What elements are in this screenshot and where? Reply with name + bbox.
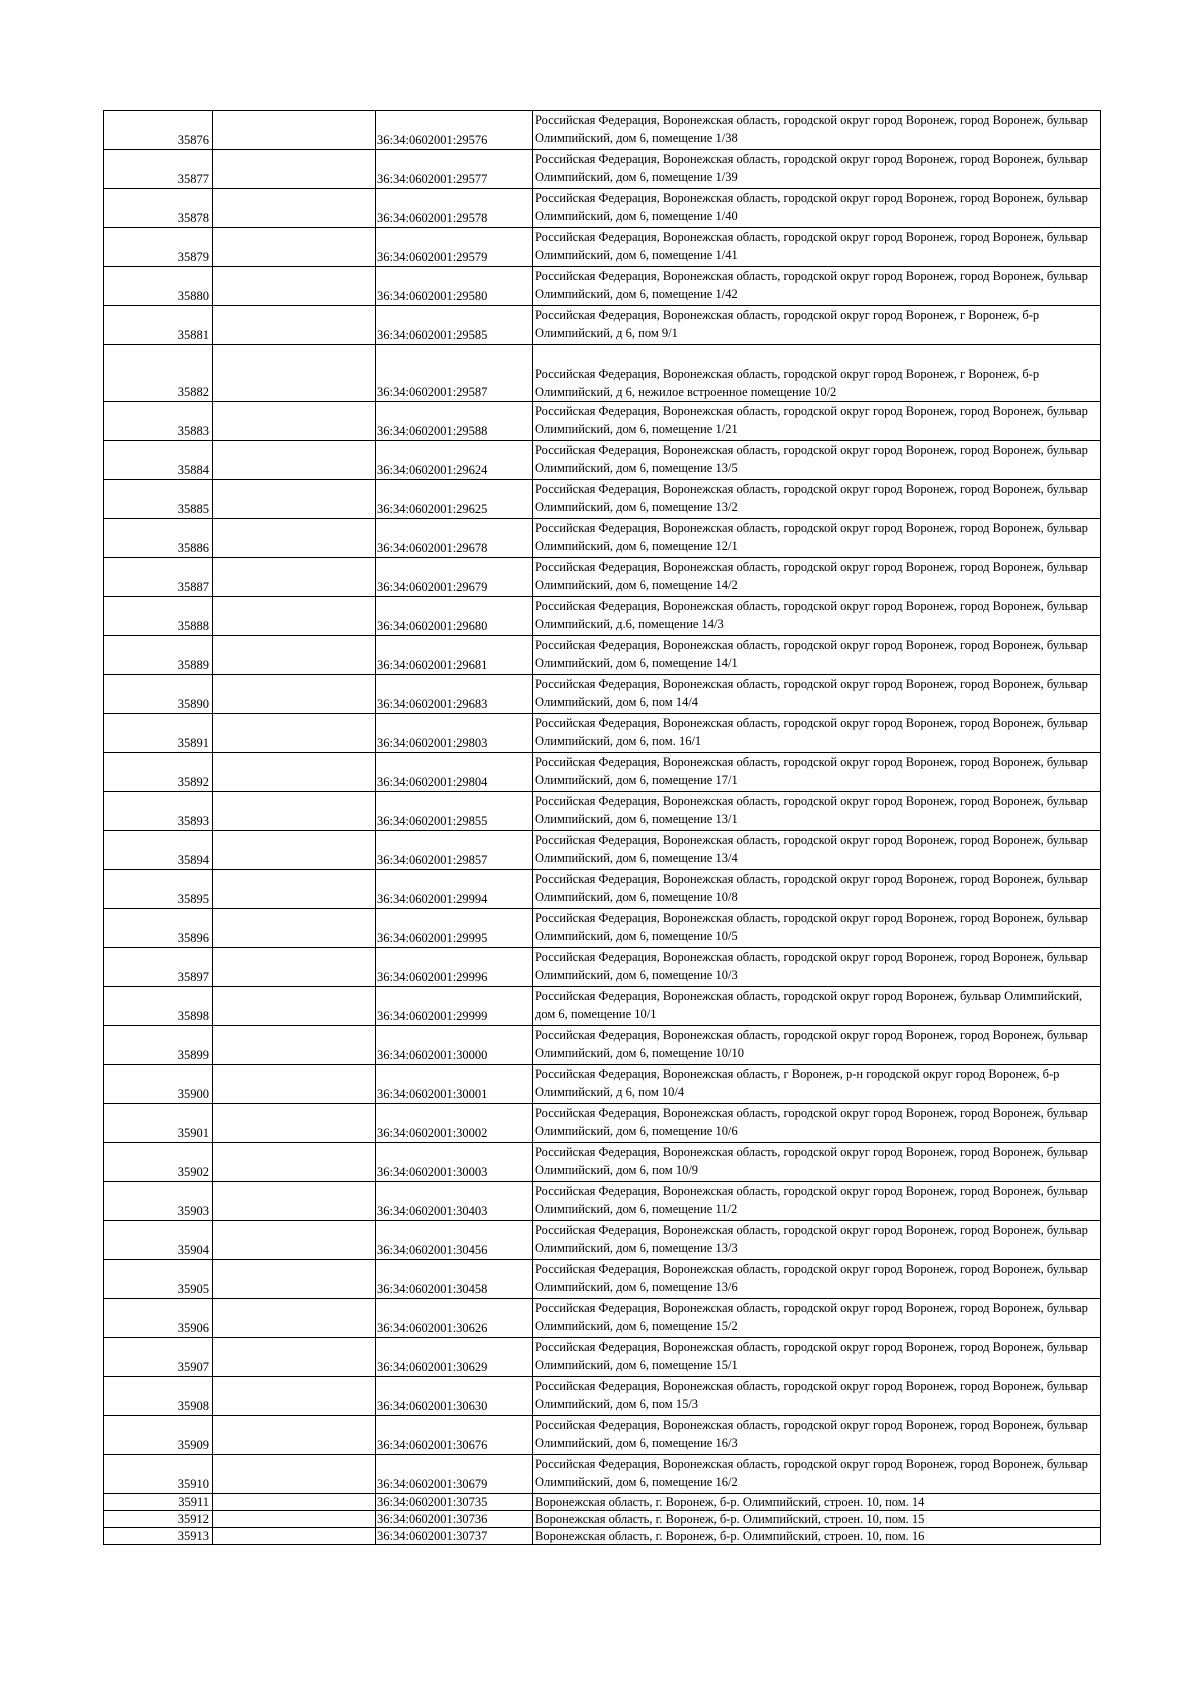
row-number-cell: 35877 bbox=[104, 150, 213, 189]
address-cell: Российская Федерация, Воронежская область, городской округ город Воронеж, г Воронеж, б-р Олимпийский, д 6, пом 9/1 bbox=[533, 306, 1101, 345]
row-number-cell: 35893 bbox=[104, 792, 213, 831]
row-number-cell: 35913 bbox=[104, 1528, 213, 1545]
table-row bbox=[104, 402, 1101, 441]
empty-cell bbox=[213, 306, 376, 345]
table-row bbox=[104, 228, 1101, 267]
row-number-cell: 35905 bbox=[104, 1260, 213, 1299]
cadastral-number-cell: 36:34:0602001:30002 bbox=[376, 1104, 533, 1143]
row-number-cell: 35879 bbox=[104, 228, 213, 267]
row-number-cell: 35884 bbox=[104, 441, 213, 480]
empty-cell bbox=[213, 870, 376, 909]
table-row bbox=[104, 1377, 1101, 1416]
cadastral-number-cell: 36:34:0602001:29855 bbox=[376, 792, 533, 831]
row-number-cell: 35888 bbox=[104, 597, 213, 636]
table-row bbox=[104, 909, 1101, 948]
row-number-cell: 35876 bbox=[104, 111, 213, 150]
empty-cell bbox=[213, 267, 376, 306]
table-row bbox=[104, 267, 1101, 306]
cadastral-number-cell: 36:34:0602001:29576 bbox=[376, 111, 533, 150]
cadastral-number-cell: 36:34:0602001:30001 bbox=[376, 1065, 533, 1104]
table-row bbox=[104, 1026, 1101, 1065]
address-cell: Воронежская область, г. Воронеж, б-р. Олимпийский, строен. 10, пом. 16 bbox=[533, 1528, 1101, 1545]
table-row bbox=[104, 480, 1101, 519]
row-number-cell: 35886 bbox=[104, 519, 213, 558]
row-number-cell: 35909 bbox=[104, 1416, 213, 1455]
empty-cell bbox=[213, 480, 376, 519]
address-cell: Российская Федерация, Воронежская область, городской округ город Воронеж, город Воронеж, бульвар Олимпийский, дом 6, помещение 15/1 bbox=[533, 1338, 1101, 1377]
row-number-cell: 35903 bbox=[104, 1182, 213, 1221]
cadastral-number-cell: 36:34:0602001:29588 bbox=[376, 402, 533, 441]
table-row bbox=[104, 1455, 1101, 1494]
address-cell: Российская Федерация, Воронежская область, городской округ город Воронеж, бульвар Олимпийский, дом 6, помещение 10/1 bbox=[533, 987, 1101, 1026]
address-cell: Российская Федерация, Воронежская область, городской округ город Воронеж, город Воронеж, бульвар Олимпийский, д.6, помещение 14/3 bbox=[533, 597, 1101, 636]
table-row bbox=[104, 1104, 1101, 1143]
address-cell: Российская Федерация, Воронежская область, городской округ город Воронеж, город Воронеж, бульвар Олимпийский, дом 6, помещение 1/39 bbox=[533, 150, 1101, 189]
table-row bbox=[104, 345, 1101, 402]
row-number-cell: 35889 bbox=[104, 636, 213, 675]
address-cell: Российская Федерация, Воронежская область, городской округ город Воронеж, город Воронеж, бульвар Олимпийский, дом 6, помещение 16/3 bbox=[533, 1416, 1101, 1455]
row-number-cell: 35899 bbox=[104, 1026, 213, 1065]
cadastral-number-cell: 36:34:0602001:29577 bbox=[376, 150, 533, 189]
cadastral-number-cell: 36:34:0602001:30000 bbox=[376, 1026, 533, 1065]
address-cell: Российская Федерация, Воронежская область, городской округ город Воронеж, город Воронеж, бульвар Олимпийский, дом 6, помещение 13/6 bbox=[533, 1260, 1101, 1299]
table-row bbox=[104, 558, 1101, 597]
address-cell: Российская Федерация, Воронежская область, городской округ город Воронеж, город Воронеж, бульвар Олимпийский, дом 6, помещение 1/42 bbox=[533, 267, 1101, 306]
table-row bbox=[104, 150, 1101, 189]
cadastral-number-cell: 36:34:0602001:29579 bbox=[376, 228, 533, 267]
table-row bbox=[104, 1511, 1101, 1528]
empty-cell bbox=[213, 111, 376, 150]
empty-cell bbox=[213, 150, 376, 189]
cadastral-number-cell: 36:34:0602001:29683 bbox=[376, 675, 533, 714]
cadastral-number-cell: 36:34:0602001:29587 bbox=[376, 345, 533, 402]
address-cell: Российская Федерация, Воронежская область, городской округ город Воронеж, город Воронеж, бульвар Олимпийский, дом 6, помещение 13/1 bbox=[533, 792, 1101, 831]
table-row bbox=[104, 870, 1101, 909]
cadastral-number-cell: 36:34:0602001:30676 bbox=[376, 1416, 533, 1455]
cadastral-number-cell: 36:34:0602001:29803 bbox=[376, 714, 533, 753]
address-cell: Российская Федерация, Воронежская область, городской округ город Воронеж, город Воронеж, бульвар Олимпийский, дом 6, помещение 10/8 bbox=[533, 870, 1101, 909]
empty-cell bbox=[213, 987, 376, 1026]
table-row bbox=[104, 714, 1101, 753]
address-cell: Российская Федерация, Воронежская область, городской округ город Воронеж, город Воронеж, бульвар Олимпийский, дом 6, пом 15/3 bbox=[533, 1377, 1101, 1416]
cadastral-number-cell: 36:34:0602001:29585 bbox=[376, 306, 533, 345]
empty-cell bbox=[213, 636, 376, 675]
row-number-cell: 35900 bbox=[104, 1065, 213, 1104]
address-cell: Российская Федерация, Воронежская область, городской округ город Воронеж, город Воронеж, бульвар Олимпийский, дом 6, помещение 13/5 bbox=[533, 441, 1101, 480]
row-number-cell: 35907 bbox=[104, 1338, 213, 1377]
table-row bbox=[104, 1065, 1101, 1104]
table-row bbox=[104, 1143, 1101, 1182]
row-number-cell: 35892 bbox=[104, 753, 213, 792]
row-number-cell: 35883 bbox=[104, 402, 213, 441]
table-row bbox=[104, 1416, 1101, 1455]
address-cell: Российская Федерация, Воронежская область, городской округ город Воронеж, город Воронеж, бульвар Олимпийский, дом 6, помещение 12/1 bbox=[533, 519, 1101, 558]
empty-cell bbox=[213, 1026, 376, 1065]
row-number-cell: 35911 bbox=[104, 1494, 213, 1511]
empty-cell bbox=[213, 909, 376, 948]
row-number-cell: 35890 bbox=[104, 675, 213, 714]
cadastral-number-cell: 36:34:0602001:29996 bbox=[376, 948, 533, 987]
table-row bbox=[104, 1182, 1101, 1221]
empty-cell bbox=[213, 1182, 376, 1221]
empty-cell bbox=[213, 1377, 376, 1416]
cadastral-number-cell: 36:34:0602001:30629 bbox=[376, 1338, 533, 1377]
cadastral-number-cell: 36:34:0602001:30403 bbox=[376, 1182, 533, 1221]
row-number-cell: 35881 bbox=[104, 306, 213, 345]
table-row bbox=[104, 597, 1101, 636]
cadastral-number-cell: 36:34:0602001:29680 bbox=[376, 597, 533, 636]
cadastral-number-cell: 36:34:0602001:29625 bbox=[376, 480, 533, 519]
row-number-cell: 35908 bbox=[104, 1377, 213, 1416]
row-number-cell: 35882 bbox=[104, 345, 213, 402]
row-number-cell: 35902 bbox=[104, 1143, 213, 1182]
table-row bbox=[104, 831, 1101, 870]
cadastral-number-cell: 36:34:0602001:29804 bbox=[376, 753, 533, 792]
address-cell: Российская Федерация, Воронежская область, городской округ город Воронеж, город Воронеж, бульвар Олимпийский, дом 6, помещение 1/40 bbox=[533, 189, 1101, 228]
empty-cell bbox=[213, 831, 376, 870]
empty-cell bbox=[213, 1494, 376, 1511]
address-cell: Российская Федерация, Воронежская область, городской округ город Воронеж, город Воронеж, бульвар Олимпийский, дом 6, помещение 17/1 bbox=[533, 753, 1101, 792]
table-row bbox=[104, 306, 1101, 345]
address-cell: Российская Федерация, Воронежская область, городской округ город Воронеж, город Воронеж, бульвар Олимпийский, дом 6, пом 14/4 bbox=[533, 675, 1101, 714]
empty-cell bbox=[213, 441, 376, 480]
address-cell: Российская Федерация, Воронежская область, городской округ город Воронеж, город Воронеж, бульвар Олимпийский, дом 6, помещение 13/4 bbox=[533, 831, 1101, 870]
row-number-cell: 35878 bbox=[104, 189, 213, 228]
address-cell: Российская Федерация, Воронежская область, городской округ город Воронеж, город Воронеж, бульвар Олимпийский, дом 6, помещение 10/3 bbox=[533, 948, 1101, 987]
address-cell: Российская Федерация, Воронежская область, городской округ город Воронеж, город Воронеж, бульвар Олимпийский, дом 6, помещение 10/10 bbox=[533, 1026, 1101, 1065]
empty-cell bbox=[213, 1221, 376, 1260]
empty-cell bbox=[213, 189, 376, 228]
table-row bbox=[104, 1260, 1101, 1299]
row-number-cell: 35912 bbox=[104, 1511, 213, 1528]
table-row bbox=[104, 1221, 1101, 1260]
table-row bbox=[104, 1338, 1101, 1377]
empty-cell bbox=[213, 948, 376, 987]
address-cell: Российская Федерация, Воронежская область, городской округ город Воронеж, город Воронеж, бульвар Олимпийский, дом 6, помещение 16/2 bbox=[533, 1455, 1101, 1494]
row-number-cell: 35904 bbox=[104, 1221, 213, 1260]
row-number-cell: 35891 bbox=[104, 714, 213, 753]
empty-cell bbox=[213, 1528, 376, 1545]
cadastral-number-cell: 36:34:0602001:30735 bbox=[376, 1494, 533, 1511]
table-row bbox=[104, 441, 1101, 480]
row-number-cell: 35880 bbox=[104, 267, 213, 306]
cadastral-number-cell: 36:34:0602001:30456 bbox=[376, 1221, 533, 1260]
table-row bbox=[104, 1299, 1101, 1338]
cadastral-number-cell: 36:34:0602001:30630 bbox=[376, 1377, 533, 1416]
empty-cell bbox=[213, 1416, 376, 1455]
address-cell: Российская Федерация, Воронежская область, городской округ город Воронеж, город Воронеж, бульвар Олимпийский, дом 6, помещение 1/38 bbox=[533, 111, 1101, 150]
address-cell: Российская Федерация, Воронежская область, городской округ город Воронеж, город Воронеж, бульвар Олимпийский, дом 6, помещение 10/6 bbox=[533, 1104, 1101, 1143]
row-number-cell: 35896 bbox=[104, 909, 213, 948]
table-row bbox=[104, 636, 1101, 675]
address-cell: Российская Федерация, Воронежская область, городской округ город Воронеж, город Воронеж, бульвар Олимпийский, дом 6, пом. 16/1 bbox=[533, 714, 1101, 753]
table-row bbox=[104, 948, 1101, 987]
empty-cell bbox=[213, 1338, 376, 1377]
empty-cell bbox=[213, 519, 376, 558]
row-number-cell: 35898 bbox=[104, 987, 213, 1026]
empty-cell bbox=[213, 1065, 376, 1104]
empty-cell bbox=[213, 228, 376, 267]
cadastral-number-cell: 36:34:0602001:30736 bbox=[376, 1511, 533, 1528]
row-number-cell: 35885 bbox=[104, 480, 213, 519]
address-cell: Российская Федерация, Воронежская область, городской округ город Воронеж, г Воронеж, б-р Олимпийский, д 6, нежилое встроенное помещение 10/2 bbox=[533, 345, 1101, 402]
empty-cell bbox=[213, 1299, 376, 1338]
cadastral-number-cell: 36:34:0602001:29857 bbox=[376, 831, 533, 870]
empty-cell bbox=[213, 1104, 376, 1143]
row-number-cell: 35895 bbox=[104, 870, 213, 909]
cadastral-number-cell: 36:34:0602001:30458 bbox=[376, 1260, 533, 1299]
empty-cell bbox=[213, 792, 376, 831]
table-row bbox=[104, 675, 1101, 714]
empty-cell bbox=[213, 753, 376, 792]
address-cell: Российская Федерация, Воронежская область, городской округ город Воронеж, город Воронеж, бульвар Олимпийский, дом 6, помещение 1/21 bbox=[533, 402, 1101, 441]
table-row bbox=[104, 1528, 1101, 1545]
empty-cell bbox=[213, 714, 376, 753]
address-cell: Российская Федерация, Воронежская область, городской округ город Воронеж, город Воронеж, бульвар Олимпийский, дом 6, помещение 10/5 bbox=[533, 909, 1101, 948]
address-cell: Воронежская область, г. Воронеж, б-р. Олимпийский, строен. 10, пом. 15 bbox=[533, 1511, 1101, 1528]
address-cell: Российская Федерация, Воронежская область, городской округ город Воронеж, город Воронеж, бульвар Олимпийский, дом 6, помещение 15/2 bbox=[533, 1299, 1101, 1338]
table-row bbox=[104, 189, 1101, 228]
empty-cell bbox=[213, 558, 376, 597]
cadastral-number-cell: 36:34:0602001:29624 bbox=[376, 441, 533, 480]
row-number-cell: 35906 bbox=[104, 1299, 213, 1338]
cadastral-number-cell: 36:34:0602001:29580 bbox=[376, 267, 533, 306]
table-row bbox=[104, 111, 1101, 150]
row-number-cell: 35901 bbox=[104, 1104, 213, 1143]
address-cell: Воронежская область, г. Воронеж, б-р. Олимпийский, строен. 10, пом. 14 bbox=[533, 1494, 1101, 1511]
row-number-cell: 35897 bbox=[104, 948, 213, 987]
empty-cell bbox=[213, 345, 376, 402]
address-cell: Российская Федерация, Воронежская область, городской округ город Воронеж, город Воронеж, бульвар Олимпийский, дом 6, помещение 13/2 bbox=[533, 480, 1101, 519]
address-cell: Российская Федерация, Воронежская область, городской округ город Воронеж, город Воронеж, бульвар Олимпийский, дом 6, помещение 14/2 bbox=[533, 558, 1101, 597]
cadastral-number-cell: 36:34:0602001:29678 bbox=[376, 519, 533, 558]
table-row bbox=[104, 1494, 1101, 1511]
cadastral-number-cell: 36:34:0602001:30679 bbox=[376, 1455, 533, 1494]
address-cell: Российская Федерация, Воронежская область, городской округ город Воронеж, город Воронеж, бульвар Олимпийский, дом 6, помещение 1/41 bbox=[533, 228, 1101, 267]
address-cell: Российская Федерация, Воронежская область, г Воронеж, р-н городской округ город Воронеж, б-р Олимпийский, д 6, пом 10/4 bbox=[533, 1065, 1101, 1104]
address-cell: Российская Федерация, Воронежская область, городской округ город Воронеж, город Воронеж, бульвар Олимпийский, дом 6, помещение 14/1 bbox=[533, 636, 1101, 675]
row-number-cell: 35887 bbox=[104, 558, 213, 597]
property-register-table bbox=[103, 110, 1101, 1545]
cadastral-number-cell: 36:34:0602001:30003 bbox=[376, 1143, 533, 1182]
row-number-cell: 35910 bbox=[104, 1455, 213, 1494]
empty-cell bbox=[213, 1511, 376, 1528]
empty-cell bbox=[213, 1455, 376, 1494]
table-row bbox=[104, 519, 1101, 558]
cadastral-number-cell: 36:34:0602001:29578 bbox=[376, 189, 533, 228]
cadastral-number-cell: 36:34:0602001:29679 bbox=[376, 558, 533, 597]
address-cell: Российская Федерация, Воронежская область, городской округ город Воронеж, город Воронеж, бульвар Олимпийский, дом 6, помещение 11/2 bbox=[533, 1182, 1101, 1221]
empty-cell bbox=[213, 1260, 376, 1299]
register-sheet bbox=[103, 110, 1101, 1545]
cadastral-number-cell: 36:34:0602001:30737 bbox=[376, 1528, 533, 1545]
cadastral-number-cell: 36:34:0602001:29995 bbox=[376, 909, 533, 948]
cadastral-number-cell: 36:34:0602001:29999 bbox=[376, 987, 533, 1026]
cadastral-number-cell: 36:34:0602001:29994 bbox=[376, 870, 533, 909]
empty-cell bbox=[213, 402, 376, 441]
cadastral-number-cell: 36:34:0602001:30626 bbox=[376, 1299, 533, 1338]
row-number-cell: 35894 bbox=[104, 831, 213, 870]
empty-cell bbox=[213, 597, 376, 636]
empty-cell bbox=[213, 1143, 376, 1182]
table-row bbox=[104, 987, 1101, 1026]
cadastral-number-cell: 36:34:0602001:29681 bbox=[376, 636, 533, 675]
table-row bbox=[104, 792, 1101, 831]
address-cell: Российская Федерация, Воронежская область, городской округ город Воронеж, город Воронеж, бульвар Олимпийский, дом 6, пом 10/9 bbox=[533, 1143, 1101, 1182]
table-row bbox=[104, 753, 1101, 792]
address-cell: Российская Федерация, Воронежская область, городской округ город Воронеж, город Воронеж, бульвар Олимпийский, дом 6, помещение 13/3 bbox=[533, 1221, 1101, 1260]
empty-cell bbox=[213, 675, 376, 714]
register-body bbox=[104, 111, 1101, 1545]
